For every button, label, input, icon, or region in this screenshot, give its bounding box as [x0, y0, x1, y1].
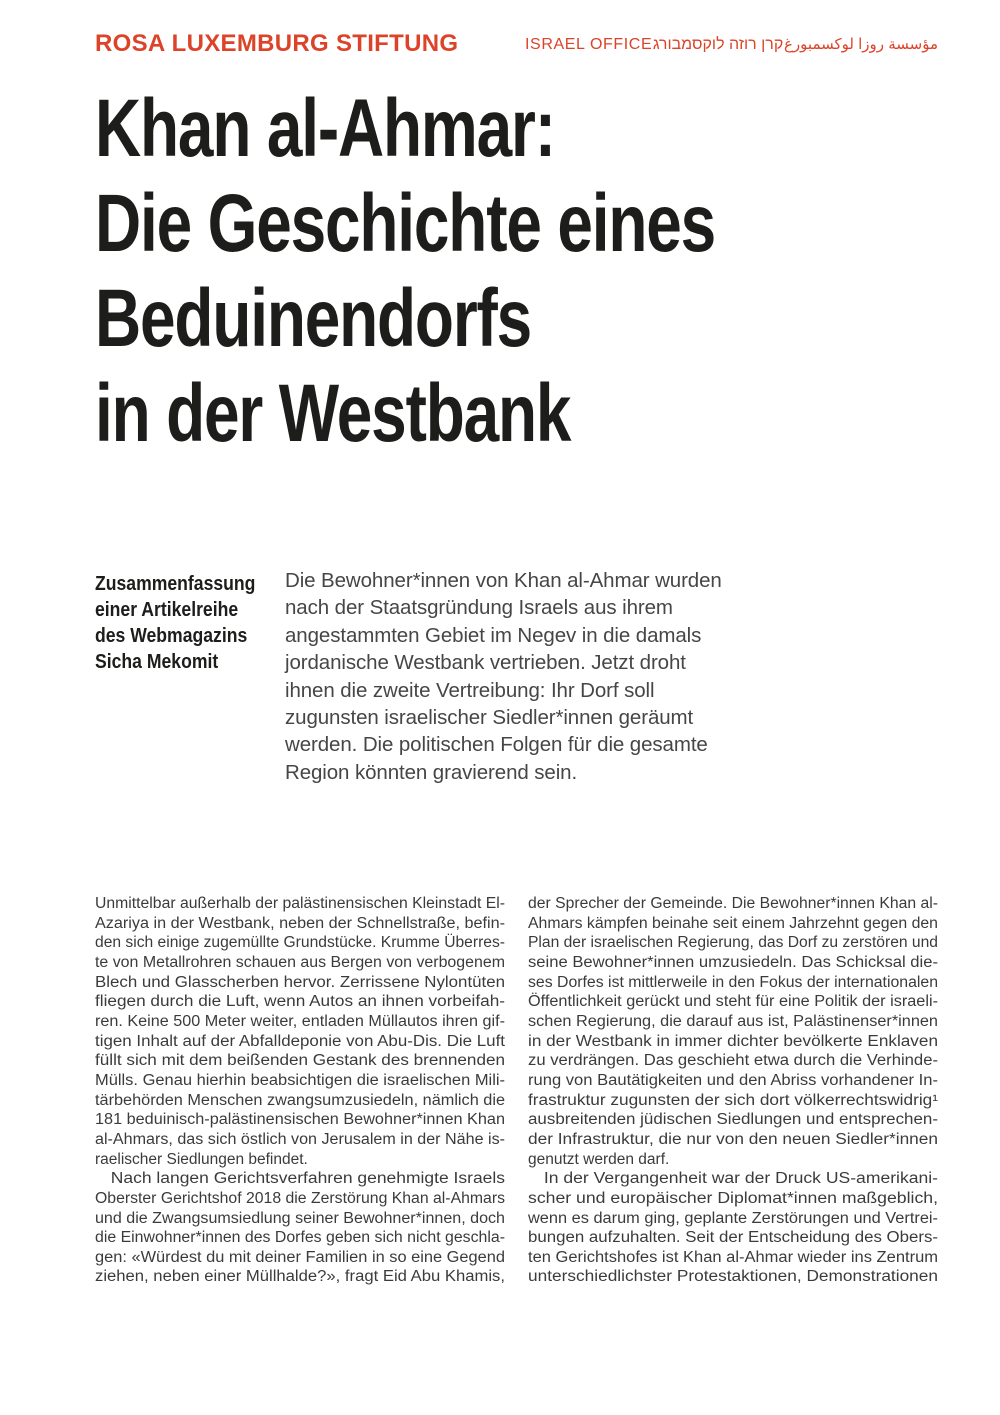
summary-text-line: jordanische Westbank vertrieben. Jetzt droht — [285, 651, 686, 675]
text-line: 181 beduinisch-palästinensischen Bewohner*innen Khan — [95, 1111, 505, 1129]
summary-text-line: Die Bewohner*innen von Khan al-Ahmar wurden — [285, 569, 722, 592]
text-line: die Einwohner*innen des Dorfes geben sich nicht geschla- — [95, 1229, 505, 1247]
text-line: tärbehörden Menschen zwangsumzusiedeln, nämlich die — [95, 1091, 505, 1109]
text-line: Nach langen Gerichtsverfahren genehmigte Israels — [110, 1170, 505, 1188]
summary-text-line: ihnen die zweite Vertreibung: Ihr Dorf soll — [285, 678, 655, 702]
text-line: Plan der israelischen Regierung, das Dorf zu zerstören und — [528, 934, 938, 952]
article-title-line: Die Geschichte eines — [95, 178, 716, 269]
text-line: gen: «Würdest du mit deiner Familien in so eine Gegend — [95, 1248, 505, 1266]
office-row — [525, 35, 938, 54]
text-line: der Infrastruktur, die nur von den neuen Siedler*innen — [528, 1130, 938, 1148]
text-line: ziehen, neben einer Müllhalde?», fragt Eid Abu Khamis, — [95, 1268, 506, 1286]
text-line: wenn es darum ging, geplante Zerstörungen und Vertrei- — [528, 1209, 938, 1227]
text-line: ses Dorfes ist mittlerweile in den Fokus der internationalen — [528, 973, 938, 991]
text-line: zu verdrängen. Das geschieht etwa durch die Verhinde- — [528, 1052, 938, 1070]
text-line: scher und europäischer Diplomat*innen maßgeblich, — [528, 1189, 938, 1207]
summary-kicker — [95, 571, 255, 675]
text-line: schen Regierung, die darauf aus ist, Palästinenser*innen — [528, 1012, 938, 1030]
text-line: der Sprecher der Gemeinde. Die Bewohner*innen Khan al- — [528, 895, 938, 912]
text-line: raelischer Siedlungen befindet. — [95, 1150, 308, 1168]
text-line: den sich einige zugemüllte Grundstücke. Krumme Überres- — [95, 934, 505, 952]
text-line: tigen Inhalt auf der Abfalldeponie von Abu-Dis. Die Luft — [95, 1032, 505, 1050]
text-line: und die Zwangsumsiedlung seiner Bewohner*innen, doch — [95, 1209, 505, 1227]
text-line: seine Bewohner*innen umzusiedeln. Das Schicksal die- — [528, 953, 938, 971]
summary-text-line: Region könnten gravierend sein. — [285, 760, 578, 784]
text-line: al-Ahmars, das sich östlich von Jerusalem in der Nähe is- — [95, 1130, 506, 1148]
office-name-arabic: مؤسسة روزا لوكسمبورغ — [783, 36, 938, 53]
text-line: frastruktur zugunsten der sich dort völkerrechtswidrig¹ — [528, 1091, 938, 1109]
summary-kicker-line: des Webmagazins — [95, 625, 248, 647]
summary-kicker-line: Zusammenfassung — [95, 573, 256, 595]
text-line: ausbreitenden jüdischen Siedlungen und entsprechen- — [528, 1111, 938, 1129]
text-line: ten Gerichtshofes ist Khan al-Ahmar wieder ins Zentrum — [528, 1248, 938, 1266]
article-title-line: in der Westbank — [95, 368, 571, 459]
text-line: unterschiedlichster Protestaktionen, Demonstrationen — [528, 1268, 938, 1286]
text-line: Azariya in der Westbank, neben der Schnellstraße, befin- — [95, 914, 505, 932]
text-line: rung von Bautätigkeiten und den Abriss vorhandener In- — [528, 1071, 938, 1089]
text-line: Blech und Glasscherben hervor. Zerrissene Nylontüten — [95, 973, 506, 991]
article-column-left — [95, 894, 505, 1287]
office-name-hebrew: קרן רוזה לוקסמבורג — [652, 36, 784, 53]
text-line: bungen aufzuhalten. Seit der Entscheidung des Obers- — [528, 1229, 938, 1247]
office-label: ISRAEL OFFICE — [525, 36, 653, 53]
text-line: Ahmars kämpfen beinahe seit einem Jahrzehnt gegen den — [528, 914, 938, 932]
summary-text-line: werden. Die politischen Folgen für die gesamte — [285, 733, 708, 757]
text-line: Oberster Gerichtshof 2018 die Zerstörung Khan al-Ahmars — [95, 1189, 505, 1207]
summary-paragraph — [285, 567, 722, 786]
summary-kicker-line: einer Artikelreihe — [95, 599, 239, 621]
article-column-right — [528, 894, 938, 1287]
text-line: Unmittelbar außerhalb der palästinensischen Kleinstadt El- — [95, 895, 505, 912]
text-line: füllt sich mit dem beißenden Gestank des brennenden — [95, 1052, 505, 1070]
summary-text-line: nach der Staatsgründung Israels aus ihrem — [285, 596, 673, 620]
text-line: Mülls. Genau hierhin beabsichtigen die israelischen Mili- — [95, 1071, 505, 1089]
summary-kicker-line: Sicha Mekomit — [95, 651, 219, 673]
article-title-line: Khan al-Ahmar: — [95, 83, 555, 174]
summary-text-line: zugunsten israelischer Siedler*innen geräumt — [285, 706, 694, 730]
text-line: ren. Keine 500 Meter weiter, entladen Müllautos ihren gif- — [95, 1012, 505, 1030]
text-line: fliegen durch die Luft, wenn Autos an ihnen vorbeifah- — [95, 993, 505, 1011]
article-title — [95, 81, 715, 461]
article-title-line: Beduinendorfs — [95, 273, 532, 364]
text-line: te von Metallrohren schauen aus Bergen von verbogenem — [95, 953, 506, 971]
brand-wordmark: ROSA LUXEMBURG STIFTUNG — [95, 30, 459, 57]
text-line: In der Vergangenheit war der Druck US-amerikani- — [543, 1170, 938, 1188]
summary-text-line: angestammten Gebiet im Negev in die damals — [285, 623, 702, 647]
text-line: Öffentlichkeit gerückt und steht für eine Politik der israeli- — [528, 993, 938, 1011]
text-line: genutzt werden darf. — [528, 1150, 670, 1168]
text-line: in der Westbank in immer dichter bevölkerte Enklaven — [528, 1032, 938, 1050]
